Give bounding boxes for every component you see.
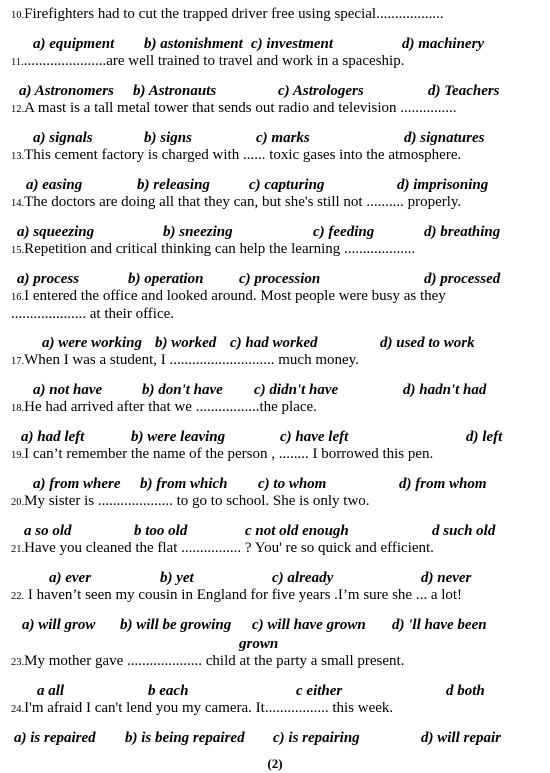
- option-b[interactable]: b) don't have: [142, 382, 223, 398]
- option-c[interactable]: c) didn't have: [254, 382, 339, 398]
- option-c[interactable]: c) already: [272, 570, 334, 586]
- option-d[interactable]: d) left: [466, 429, 503, 445]
- option-b[interactable]: b each: [148, 683, 189, 699]
- option-b[interactable]: b) Astronauts: [133, 83, 217, 99]
- question-number: 20.: [11, 497, 25, 508]
- question-number: 19.: [11, 450, 25, 461]
- option-c[interactable]: c) to whom: [258, 476, 327, 492]
- option-b[interactable]: b) releasing: [137, 177, 210, 193]
- options-10: [0, 35, 550, 54]
- option-b[interactable]: b) signs: [144, 130, 192, 146]
- options-21: [0, 569, 550, 588]
- question-number: 18.: [11, 403, 25, 414]
- question-text: My sister is .................... to go to school. She is only two.: [24, 493, 370, 509]
- question-text: ......................are well trained to travel and work in a spaceship.: [23, 53, 405, 69]
- options-12: [0, 129, 550, 148]
- question-number: 22.: [11, 591, 25, 602]
- option-c[interactable]: c) marks: [256, 130, 310, 146]
- option-b[interactable]: b too old: [134, 523, 188, 539]
- option-d[interactable]: d) from whom: [399, 476, 487, 492]
- option-a[interactable]: a) squeezing: [17, 224, 95, 240]
- option-b[interactable]: b) astonishment: [144, 36, 243, 52]
- option-d[interactable]: d) never: [421, 570, 472, 586]
- question-number: 10.: [11, 10, 25, 21]
- option-b[interactable]: b) sneezing: [163, 224, 233, 240]
- question-24: [11, 700, 543, 718]
- options-18: [0, 428, 550, 447]
- option-a[interactable]: a) is repaired: [14, 730, 96, 746]
- options-15: [0, 270, 550, 289]
- question-text: I'm afraid I can't lend you my camera. It................. this week.: [24, 700, 394, 716]
- option-c[interactable]: c) feeding: [313, 224, 375, 240]
- question-17: [11, 352, 543, 370]
- option-a[interactable]: a) easing: [26, 177, 83, 193]
- option-a[interactable]: a) were working: [42, 335, 143, 351]
- option-d-continuation: grown: [239, 636, 279, 652]
- option-b[interactable]: b) is being repaired: [125, 730, 245, 746]
- question-number: 21.: [11, 544, 25, 555]
- option-a[interactable]: a) had left: [21, 429, 85, 445]
- option-b[interactable]: b) yet: [160, 570, 194, 586]
- options-20: [0, 522, 550, 541]
- option-c[interactable]: c) have left: [280, 429, 349, 445]
- question-number: 14.: [11, 198, 25, 209]
- question-21: [11, 540, 543, 558]
- option-d[interactable]: d) breathing: [424, 224, 501, 240]
- option-d[interactable]: d) hadn't had: [403, 382, 487, 398]
- question-16: [11, 288, 543, 323]
- option-c[interactable]: c) capturing: [249, 177, 325, 193]
- question-number: 13.: [11, 151, 25, 162]
- page-number: (2): [267, 756, 283, 771]
- option-a[interactable]: a) signals: [33, 130, 93, 146]
- options-24: [0, 729, 550, 748]
- option-a[interactable]: a) ever: [49, 570, 92, 586]
- option-c[interactable]: c) is repairing: [273, 730, 360, 746]
- option-d[interactable]: d) used to work: [380, 335, 475, 351]
- question-13: [11, 147, 543, 165]
- option-a[interactable]: a) equipment: [33, 36, 115, 52]
- question-text: He had arrived after that we .................the place.: [24, 399, 317, 415]
- question-text: I entered the office and looked around. Most people were busy as they .................... at their office.: [11, 288, 446, 322]
- option-a[interactable]: a) process: [17, 271, 80, 287]
- option-d[interactable]: d both: [446, 683, 485, 699]
- option-c[interactable]: c) investment: [251, 36, 334, 52]
- question-number: 12.: [11, 104, 25, 115]
- option-c[interactable]: c) Astrologers: [278, 83, 364, 99]
- option-d[interactable]: d) signatures: [404, 130, 485, 146]
- question-10: [11, 6, 543, 24]
- options-14: [0, 223, 550, 242]
- question-number: 24.: [11, 704, 25, 715]
- question-text: Have you cleaned the flat ................ ? You' re so quick and efficient.: [24, 540, 434, 556]
- question-15: [11, 241, 543, 259]
- question-number: 11.: [11, 57, 24, 68]
- option-a[interactable]: a so old: [24, 523, 72, 539]
- option-b[interactable]: b) worked: [155, 335, 217, 351]
- question-12: [11, 100, 543, 118]
- question-23: [11, 653, 543, 671]
- option-b[interactable]: b) will be growing: [120, 617, 232, 633]
- question-14: [11, 194, 543, 212]
- option-d[interactable]: d) 'll have been: [392, 617, 487, 633]
- question-number: 16.: [11, 292, 25, 303]
- option-a[interactable]: a) will grow: [22, 617, 96, 633]
- question-20: [11, 493, 543, 511]
- options-23: [0, 682, 550, 701]
- question-text: I haven’t seen my cousin in England for five years .I’m sure she ... a lot!: [24, 587, 463, 603]
- options-17: [0, 381, 550, 400]
- option-c[interactable]: c either: [296, 683, 343, 699]
- option-b[interactable]: b) from which: [140, 476, 228, 492]
- option-c[interactable]: c) had worked: [230, 335, 318, 351]
- option-d[interactable]: d) will repair: [421, 730, 502, 746]
- question-text: Repetition and critical thinking can help the learning ...................: [24, 241, 416, 257]
- option-a[interactable]: a all: [37, 683, 65, 699]
- option-c[interactable]: c) procession: [239, 271, 321, 287]
- option-a[interactable]: a) Astronomers: [19, 83, 114, 99]
- question-text: The doctors are doing all that they can, but she's still not .......... properly.: [24, 194, 462, 210]
- options-22: [0, 616, 550, 635]
- question-11: [11, 53, 543, 71]
- question-text: When I was a student, I ............................ much money.: [24, 352, 359, 368]
- options-16: [0, 334, 550, 353]
- option-c[interactable]: c) will have grown: [252, 617, 366, 633]
- options-19: [0, 475, 550, 494]
- option-b[interactable]: b) operation: [128, 271, 204, 287]
- question-text: Firefighters had to cut the trapped driver free using special..................: [24, 6, 444, 22]
- option-a[interactable]: a) not have: [33, 382, 103, 398]
- option-d[interactable]: d) Teachers: [428, 83, 500, 99]
- question-18: [11, 399, 543, 417]
- option-d[interactable]: d) imprisoning: [397, 177, 489, 193]
- question-text: My mother gave .................... child at the party a small present.: [24, 653, 405, 669]
- question-text: A mast is a tall metal tower that sends out radio and television ...............: [24, 100, 457, 116]
- option-b[interactable]: b) were leaving: [131, 429, 226, 445]
- option-a[interactable]: a) from where: [33, 476, 121, 492]
- question-text: This cement factory is charged with ...... toxic gases into the atmosphere.: [24, 147, 462, 163]
- options-13: [0, 176, 550, 195]
- option-c[interactable]: c not old enough: [245, 523, 349, 539]
- question-number: 23.: [11, 657, 25, 668]
- question-19: [11, 446, 543, 464]
- question-number: 17.: [11, 356, 25, 367]
- question-number: 15.: [11, 245, 25, 256]
- question-22: [11, 587, 543, 605]
- option-d[interactable]: d) processed: [424, 271, 501, 287]
- option-d[interactable]: d) machinery: [402, 36, 485, 52]
- question-text: I can’t remember the name of the person , ........ I borrowed this pen.: [24, 446, 434, 462]
- option-d[interactable]: d such old: [432, 523, 496, 539]
- options-11: [0, 82, 550, 101]
